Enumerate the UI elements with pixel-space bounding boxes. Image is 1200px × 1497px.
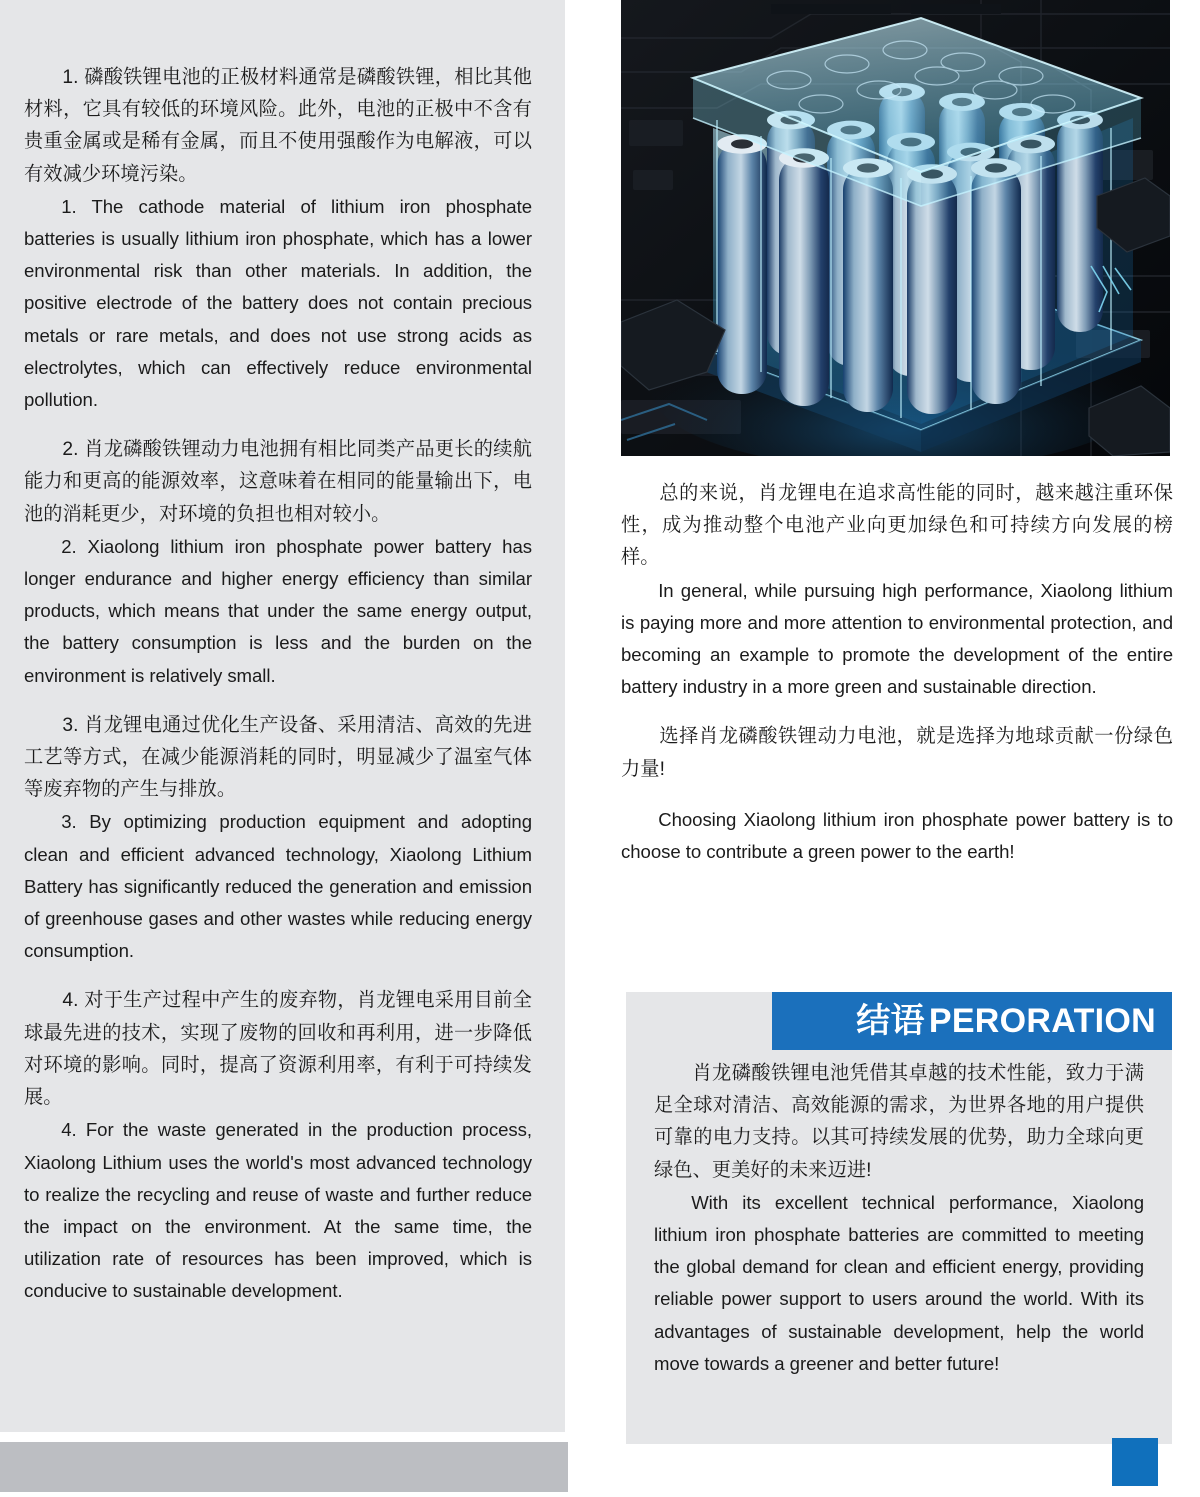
paragraph-cn-1: 1. 磷酸铁锂电池的正极材料通常是磷酸铁锂，相比其他材料，它具有较低的环境风险。此外，电池的正极中不含有贵重金属或是稀有金属，而且不使用强酸作为电解液，可以有效减少环境污染。 <box>24 67 532 185</box>
peroration-header <box>772 992 1172 1050</box>
right-paragraph-en-1: In general, while pursuing high performance, Xiaolong lithium is paying more and more attention to environmental protection, and becoming an example to promote the development of the entire battery industry in a more green and sustainable direction. <box>621 579 1173 698</box>
paragraph-en-2: 2. Xiaolong lithium iron phosphate power battery has longer endurance and higher energy efficiency than similar products, which means that under the same energy output, the battery consumption is less and the burden on the environment is relatively small. <box>24 535 532 686</box>
paragraph-spacer <box>621 786 1173 804</box>
peroration-title <box>856 1004 1156 1038</box>
right-paragraph-cn-1: 总的来说，肖龙锂电在追求高性能的同时，越来越注重环保性，成为推动整个电池产业向更加绿色和可持续方向发展的榜样。 <box>621 483 1173 569</box>
peroration-title-cn: 结语 <box>856 1002 925 1040</box>
paragraph-cn-2: 2. 肖龙磷酸铁锂动力电池拥有相比同类产品更长的续航能力和更高的能源效率，这意味着在相同的能量输出下，电池的消耗更少，对环境的负担也相对较小。 <box>24 439 532 525</box>
footer-decor-square <box>1112 1438 1158 1486</box>
peroration-title-en: PERORATION <box>928 1002 1156 1040</box>
footer-decor-bar <box>0 1442 568 1492</box>
paragraph-spacer <box>24 967 532 985</box>
peroration-body <box>654 1058 1144 1380</box>
paragraph-spacer <box>621 703 1173 721</box>
left-text-panel <box>0 0 565 1432</box>
paragraph-en-4: 4. For the waste generated in the production process, Xiaolong Lithium uses the world's most advanced technology to realize the recycling and reuse of waste and further reduce the impact on the environment. At the same time, the utilization rate of resources has been improved, which is conducive to sustainable development. <box>24 1119 532 1302</box>
right-paragraph-en-2: Choosing Xiaolong lithium iron phosphate power battery is to choose to contribute a green power to the earth! <box>621 808 1173 863</box>
battery-module-illustration <box>621 0 1170 456</box>
paragraph-cn-4: 4. 对于生产过程中产生的废弃物，肖龙锂电采用目前全球最先进的技术，实现了废物的回收和再利用，进一步降低对环境的影响。同时，提高了资源利用率，有利于可持续发展。 <box>24 990 532 1109</box>
peroration-paragraph-cn: 肖龙磷酸铁锂电池凭借其卓越的技术性能，致力于满足全球对清洁、高效能源的需求，为世界各地的用户提供可靠的电力支持。以其可持续发展的优势，助力全球向更绿色、更美好的未来迈进! <box>654 1063 1144 1181</box>
peroration-panel <box>626 992 1172 1444</box>
paragraph-en-1: 1. The cathode material of lithium iron phosphate batteries is usually lithium iron phosphate, which has a lower environmental risk than other materials. In addition, the positive electrode of the battery does not contain precious metals or rare metals, and does not use strong acids as electrolytes, which can effectively reduce environmental pollution. <box>24 195 532 411</box>
peroration-paragraph-en: With its excellent technical performance, Xiaolong lithium iron phosphate batteries are committed to meeting the global demand for clean and efficient energy, providing reliable power support to users around the world. With its advantages of sustainable development, help the world move towards a greener and better future! <box>654 1191 1144 1374</box>
paragraph-spacer <box>24 692 532 710</box>
right-text-block <box>621 478 1173 868</box>
paragraph-en-3: 3. By optimizing production equipment and adopting clean and efficient advanced technology, Xiaolong Lithium Battery has significantly reduced the generation and emission of greenhouse gases and other wastes while reducing energy consumption. <box>24 811 532 962</box>
right-paragraph-cn-2: 选择肖龙磷酸铁锂动力电池，就是选择为地球贡献一份绿色力量! <box>621 726 1173 780</box>
battery-module-image <box>621 0 1170 456</box>
paragraph-cn-3: 3. 肖龙锂电通过优化生产设备、采用清洁、高效的先进工艺等方式，在减少能源消耗的同时，明显减少了温室气体等废弃物的产生与排放。 <box>24 714 532 801</box>
paragraph-spacer <box>24 416 532 434</box>
